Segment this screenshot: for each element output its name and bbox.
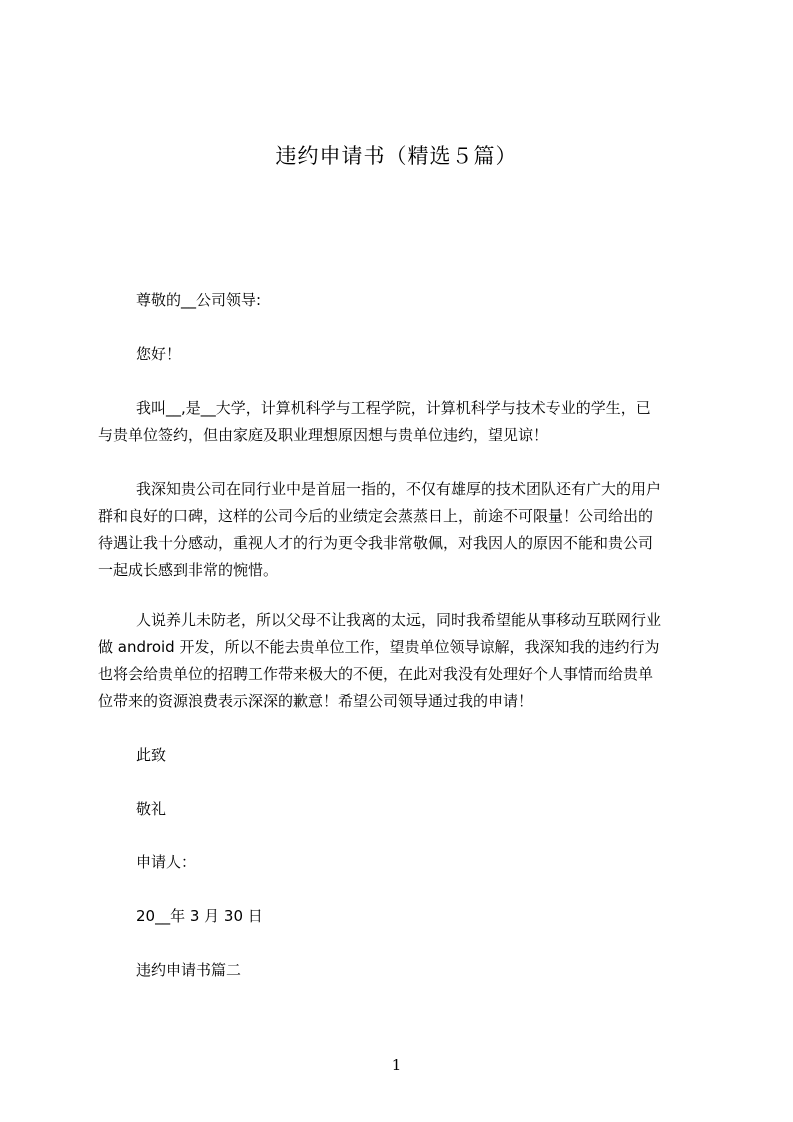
paragraph-2-line-3: 待遇让我十分感动，重视人才的行为更令我非常敬佩，对我因人的原因不能和贵公司 [98,534,654,552]
next-section-heading: 违约申请书篇二 [136,961,242,979]
paragraph-2-line-2: 群和良好的口碑，这样的公司今后的业绩定会蒸蒸日上，前途不可限量！公司给出的 [98,507,654,525]
paragraph-1-line-1: 我叫__,是__大学，计算机科学与工程学院，计算机科学与技术专业的学生，已 [136,399,651,417]
paragraph-3-line-3: 也将会给贵单位的招聘工作带来极大的不便，在此对我没有处理好个人事情而给贵单 [98,665,654,683]
document-title: 违约申请书（精选５篇） [275,144,518,168]
paragraph-1-line-2: 与贵单位签约，但由家庭及职业理想原因想与贵单位违约，望见谅！ [98,426,549,444]
applicant-label: 申请人： [136,853,197,871]
paragraph-3-line-1: 人说养儿未防老，所以父母不让我离的太远，同时我希望能从事移动互联网行业 [136,611,662,629]
page-number: 1 [391,1056,402,1074]
paragraph-2-line-4: 一起成长感到非常的惋惜。 [98,561,279,579]
closing-jing-li: 敬礼 [136,800,167,818]
paragraph-3-line-4: 位带来的资源浪费表示深深的歉意！希望公司领导通过我的申请！ [98,692,534,710]
salutation: 尊敬的__公司领导: [136,291,262,309]
date-line: 20__年 3 月 30 日 [136,907,263,925]
closing-ci-zhi: 此致 [136,746,167,764]
paragraph-3-line-2: 做 android 开发，所以不能去贵单位工作，望贵单位领导谅解，我深知我的违约行为 [98,638,660,656]
paragraph-2-line-1: 我深知贵公司在同行业中是首屈一指的，不仅有雄厚的技术团队还有广大的用户 [136,480,662,498]
greeting: 您好！ [136,345,182,363]
